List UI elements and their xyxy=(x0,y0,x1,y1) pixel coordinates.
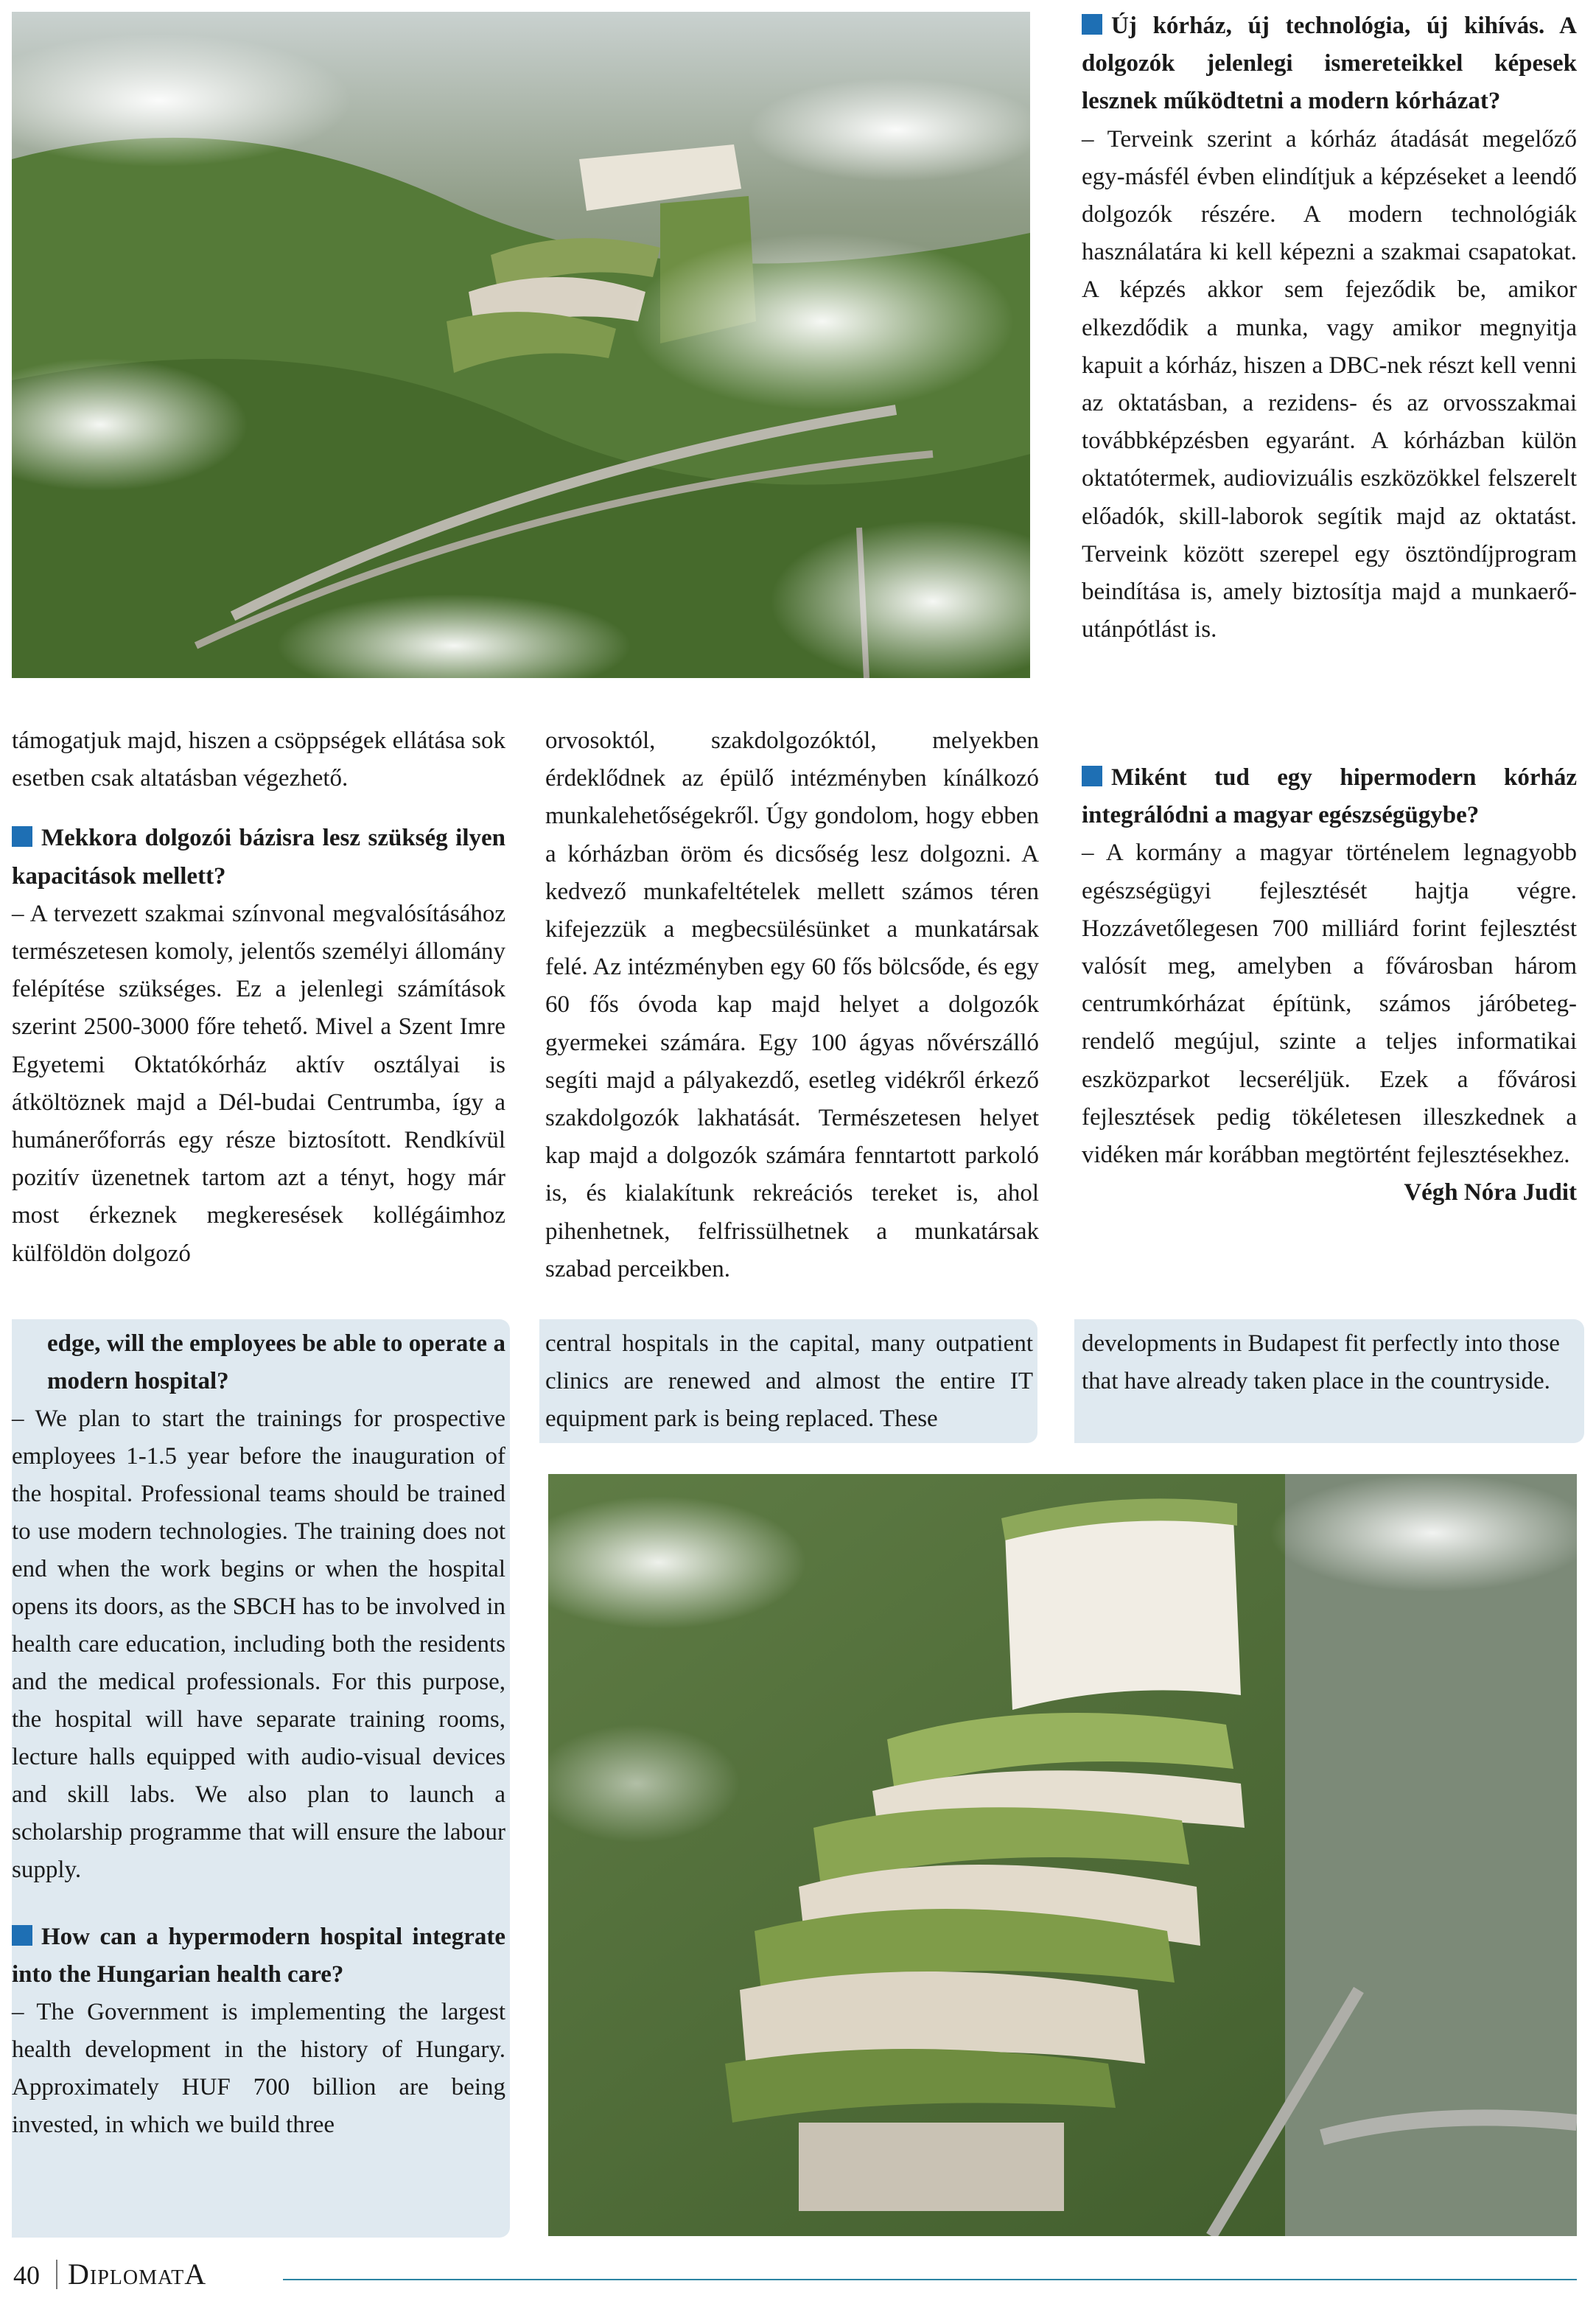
hu-column-2 xyxy=(545,722,1039,1288)
question-heading: Miként tud egy hipermodern kórház integrálódni a magyar egészségügybe? xyxy=(1082,764,1577,829)
hospital-rendering-photo xyxy=(548,1474,1577,2236)
magazine-name: DiplomatA xyxy=(68,2257,207,2291)
question-heading: How can a hypermodern hospital integrate into the Hungarian health care? xyxy=(12,1924,505,1988)
body-paragraph: central hospitals in the capital, many outpatient clinics are renewed and almost the entire IT equipment park is being replaced. These xyxy=(545,1330,1033,1432)
question-square-icon xyxy=(12,1925,32,1946)
en-box-middle xyxy=(539,1319,1037,1443)
body-paragraph: developments in Budapest fit perfectly into those that have already taken place in the countryside. xyxy=(1082,1330,1560,1394)
hu-qa-technology xyxy=(1082,7,1577,649)
footer-line xyxy=(283,2279,1577,2280)
answer-paragraph: – Terveink szerint a kórház átadását megelőző egy-másfél évben elindítjuk a képzéseket a leendő dolgozók részére. A modern technológiák használatára ki kell képezni a szakmai csapatokat. A képzés akkor sem fejeződik be, amikor elkezdődik a munka, vagy amikor megnyitja kapuit a kórház, hiszen a DBC-nek részt kell venni az oktatásban, a rezidens- és az orvosszakmai továbbképzésben egyaránt. A kórházban külön oktatótermek, audiovizuális eszközökkel felszerelt előadók, skill-laborok segítik majd az oktatást. Terveink között szerepel egy ösztöndíjprogram beindítása is, amely biztosítja majd a munkaerő-utánpótlást is. xyxy=(1082,125,1577,643)
question-heading: Mekkora dolgozói bázisra lesz szükség ilyen kapacitások mellett? xyxy=(12,825,505,890)
footer-separator xyxy=(56,2260,57,2289)
hu-column-1 xyxy=(12,722,505,1273)
hu-column-3 xyxy=(1082,759,1577,1212)
aerial-photo-top xyxy=(12,12,1030,678)
intro-paragraph: támogatjuk majd, hiszen a csöppségek ellátása sok esetben csak altatásban végezhető. xyxy=(12,727,505,792)
question-heading: Új kórház, új technológia, új kihívás. A dolgozók jelenlegi ismereteikkel képesek lesznek működtetni a modern kórházat? xyxy=(1082,13,1577,115)
question-square-icon xyxy=(1082,14,1102,35)
en-box-left xyxy=(12,1319,510,2238)
answer-paragraph: – We plan to start the trainings for prospective employees 1-1.5 year before the inauguration of the hospital. Professional teams should be trained to use modern technologies. The training does not end when the work begins or when the hospital opens its doors, as the SBCH has to be involved in health care education, including both the residents and the medical professionals. For this purpose, the hospital will have separate training rooms, lecture halls equipped with audio-visual devices and skill labs. We also plan to launch a scholarship programme that will ensure the labour supply. xyxy=(12,1405,505,1883)
question-square-icon xyxy=(12,826,32,847)
answer-paragraph: – A tervezett szakmai színvonal megvalósításához természetesen komoly, jelentős személyi állomány felépítése szükséges. Ez a jelenlegi számítások szerint 2500-3000 főre tehető. Mivel a Szent Imre Egyetemi Oktatókórház aktív osztályai is átköltöznek majd a Dél-budai Centrumba, így a humánerőforrás egy része biztosított. Rendkívül pozitív üzenetnek tartom azt a tényt, hogy már most érkeznek megkeresések kollégáimhoz külföldön dolgozó xyxy=(12,900,505,1267)
answer-paragraph: – A kormány a magyar történelem legnagyobb egészségügyi fejlesztését hajtja végre. Hozzávetőlegesen 700 milliárd forint fejlesztést valósít meg, amelyben a fővárosban három centrumkórházat építünk, számos járóbeteg-rendelő megújul, szinte a teljes informatikai eszközparkot lecseréljük. Ezek a fővárosi fejlesztések pedig tökéletesen illeszkednek a vidéken már korábban megtörtént fejlesztésekhez. xyxy=(1082,839,1577,1169)
question-heading: edge, will the employees be able to operate a modern hospital? xyxy=(47,1330,505,1394)
page-number: 40 xyxy=(13,2260,40,2290)
en-box-right xyxy=(1074,1319,1584,1443)
answer-paragraph: – The Government is implementing the largest health development in the history of Hungary. Approximately HUF 700 billion are being invested, in which we build three xyxy=(12,1999,505,2138)
body-paragraph: orvosoktól, szakdolgozóktól, melyekben érdeklődnek az épülő intézményben kínálkozó munkalehetőségekről. Úgy gondolom, hogy ebben a kórházban öröm és dicsőség lesz dolgozni. A kedvező munkafeltételek mellett számos téren kifejezzük a megbecsülésünket a munkatársak felé. Az intézményben egy 60 fős bölcsőde, és egy 60 fős óvoda kap majd helyet a dolgozók gyermekei számára. Egy 100 ágyas nővérszálló segíti majd a pályakezdő, esetleg vidékről érkező szakdolgozók lakhatását. Természetesen helyet kap majd a dolgozók számára fenntartott parkoló is, és kialakítunk rekreációs tereket is, ahol pihenhetnek, felfrissülhetnek a munkatársak szabad perceikben. xyxy=(545,727,1039,1282)
question-square-icon xyxy=(1082,766,1102,786)
author-signature: Végh Nóra Judit xyxy=(1404,1179,1577,1206)
